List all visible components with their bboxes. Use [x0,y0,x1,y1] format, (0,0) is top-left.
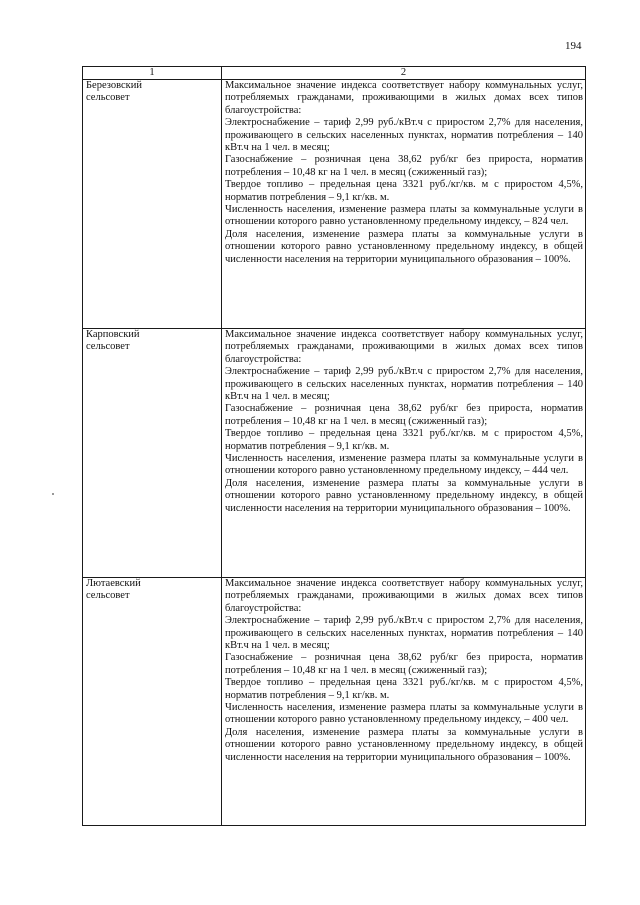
max-index-paragraph: Максимальное значение индекса соответствует набору коммунальных услуг, потребляемых гражданами, проживающими в жилых домах всех типов благоустройства: [225,329,583,365]
municipality-name: Лютаевский [86,578,141,589]
max-index-paragraph: Максимальное значение индекса соответствует набору коммунальных услуг, потребляемых гражданами, проживающими в жилых домах всех типов благоустройства: [225,80,583,116]
municipality-name: Карповский [86,329,140,340]
scan-speck [52,493,54,495]
population-paragraph: Численность населения, изменение размера платы за коммунальные услуги в отношении которого равно установленному предельному индексу, – 824 чел. [225,204,583,228]
gas-paragraph: Газоснабжение – розничная цена 38,62 руб/кг без прироста, норматив потребления – 10,48 кг на 1 чел. в месяц (сжиженный газ); [225,403,583,427]
table-row [83,578,586,826]
population-paragraph: Численность населения, изменение размера платы за коммунальные услуги в отношении которого равно установленному предельному индексу, – 444 чел. [225,453,583,477]
index-description-cell [222,329,586,578]
solid-fuel-paragraph: Твердое топливо – предельная цена 3321 руб./кг/кв. м с приростом 4,5%, норматив потребления – 9,1 кг/кв. м. [225,179,583,203]
electricity-paragraph: Электроснабжение – тариф 2,99 руб./кВт.ч с приростом 2,7% для населения, проживающего в сельских населенных пунктах, норматив потребления – 140 кВт.ч на 1 чел. в месяц; [225,615,583,652]
solid-fuel-paragraph: Твердое топливо – предельная цена 3321 руб./кг/кв. м с приростом 4,5%, норматив потребления – 9,1 кг/кв. м. [225,677,583,701]
electricity-paragraph: Электроснабжение – тариф 2,99 руб./кВт.ч с приростом 2,7% для населения, проживающего в сельских населенных пунктах, норматив потребления – 140 кВт.ч на 1 чел. в месяц; [225,366,583,403]
municipality-name: Березовский [86,80,142,91]
page-number: 194 [565,40,582,52]
municipality-type: сельсовет [86,590,130,602]
max-index-paragraph: Максимальное значение индекса соответствует набору коммунальных услуг, потребляемых гражданами, проживающими в жилых домах всех типов благоустройства: [225,578,583,614]
population-paragraph: Численность населения, изменение размера платы за коммунальные услуги в отношении которого равно установленному предельному индексу, – 400 чел. [225,702,583,726]
solid-fuel-paragraph: Твердое топливо – предельная цена 3321 руб./кг/кв. м с приростом 4,5%, норматив потребления – 9,1 кг/кв. м. [225,428,583,452]
municipality-type: сельсовет [86,92,130,104]
population-share-paragraph: Доля населения, изменение размера платы за коммунальные услуги в отношении которого равно установленному предельному индексу, в общей численности населения на территории муниципального образования – 100%. [225,477,583,514]
municipality-type: сельсовет [86,341,130,353]
index-description-cell [222,578,586,826]
municipality-name-cell [83,329,222,578]
column-header-2: 2 [222,67,586,80]
population-share-paragraph: Доля населения, изменение размера платы за коммунальные услуги в отношении которого равно установленному предельному индексу, в общей численности населения на территории муниципального образования – 100%. [225,228,583,265]
gas-paragraph: Газоснабжение – розничная цена 38,62 руб/кг без прироста, норматив потребления – 10,48 кг на 1 чел. в месяц (сжиженный газ); [225,652,583,676]
index-description-cell [222,80,586,329]
column-header-1: 1 [83,67,222,80]
municipal-index-table [82,66,586,826]
table-row [83,329,586,578]
municipality-name-cell [83,80,222,329]
gas-paragraph: Газоснабжение – розничная цена 38,62 руб/кг без прироста, норматив потребления – 10,48 кг на 1 чел. в месяц (сжиженный газ); [225,154,583,178]
header-row [83,67,586,80]
population-share-paragraph: Доля населения, изменение размера платы за коммунальные услуги в отношении которого равно установленному предельному индексу, в общей численности населения на территории муниципального образования – 100%. [225,726,583,763]
electricity-paragraph: Электроснабжение – тариф 2,99 руб./кВт.ч с приростом 2,7% для населения, проживающего в сельских населенных пунктах, норматив потребления – 140 кВт.ч на 1 чел. в месяц; [225,117,583,154]
municipality-name-cell [83,578,222,826]
table-row [83,80,586,329]
